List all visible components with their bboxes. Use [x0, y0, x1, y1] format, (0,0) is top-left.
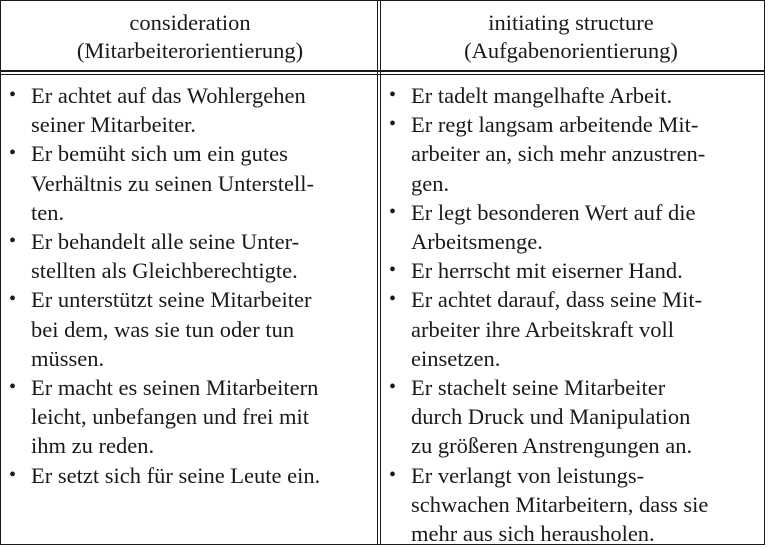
list-item — [389, 110, 761, 198]
bullet-icon: • — [9, 463, 17, 486]
list-item-line: Er regt langsam arbeitende Mit- — [411, 112, 699, 138]
list-item-line: arbeiter ihre Arbeitskraft voll — [411, 316, 675, 342]
bullet-icon: • — [9, 142, 17, 165]
column-divider — [377, 1, 381, 544]
list-item-line: ihm zu reden. — [31, 433, 155, 459]
header-title: initiating structure — [488, 10, 654, 35]
list-item-line: mehr aus sich herausholen. — [411, 521, 655, 547]
list-item — [389, 285, 761, 373]
list-item-line: ten. — [31, 199, 65, 225]
list-item-line: arbeiter an, sich mehr anzustren- — [411, 141, 706, 167]
list-item — [9, 285, 371, 373]
list-item-line: gen. — [411, 170, 450, 196]
list-item — [389, 81, 761, 110]
bullet-icon: • — [9, 230, 17, 253]
list-item-line: Er macht es seinen Mitarbeitern — [31, 375, 319, 401]
list-item-line: zu größeren Anstrengungen an. — [411, 433, 693, 459]
list-item-line: Er achtet auf das Wohlergehen — [31, 83, 306, 108]
list-item-line: Er setzt sich für seine Leute ein. — [31, 462, 321, 488]
list-item-line: durch Druck und Manipulation — [411, 404, 691, 430]
initiating-structure-list — [389, 81, 761, 548]
consideration-list — [9, 81, 371, 490]
header-subtitle: (Mitarbeiterorientierung) — [76, 38, 304, 63]
list-item — [9, 461, 371, 490]
list-item-line: Er stachelt seine Mitarbeiter — [411, 375, 666, 401]
list-item — [9, 227, 371, 285]
list-item-line: müssen. — [31, 345, 105, 371]
list-item — [389, 256, 761, 285]
list-item-line: leicht, unbefangen und frei mit — [31, 404, 310, 430]
list-item-line: Er behandelt alle seine Unter- — [31, 229, 300, 255]
bullet-icon: • — [9, 84, 17, 106]
list-item-line: schwachen Mitarbeitern, dass sie — [411, 491, 709, 517]
list-item — [389, 198, 761, 256]
bullet-icon: • — [389, 113, 397, 136]
bullet-icon: • — [389, 259, 397, 282]
list-item — [9, 81, 371, 139]
bullet-icon: • — [389, 288, 397, 311]
list-item-line: Er legt besonderen Wert auf die — [411, 199, 696, 225]
header-initiating-structure — [379, 1, 763, 71]
bullet-icon: • — [9, 376, 17, 399]
list-item-line: Er herrscht mit eiserner Hand. — [411, 258, 683, 284]
list-item — [389, 373, 761, 461]
header-title: consideration — [129, 10, 251, 35]
bullet-icon: • — [389, 463, 397, 486]
list-item-line: Er verlangt von leistungs- — [411, 462, 645, 488]
list-item-line: stellten als Gleichberechtigte. — [31, 258, 298, 284]
bullet-icon: • — [9, 288, 17, 311]
list-item-line: bei dem, was sie tun oder tun — [31, 316, 295, 342]
table-header-row — [1, 1, 764, 71]
bullet-icon: • — [389, 84, 397, 106]
bullet-icon: • — [389, 376, 397, 399]
list-item-line: Er achtet darauf, dass seine Mit- — [411, 287, 703, 313]
list-item-line: Er unterstützt seine Mitarbeiter — [31, 287, 312, 313]
header-subtitle: (Aufgabenorientierung) — [464, 38, 678, 63]
list-item — [9, 139, 371, 227]
header-separator — [1, 71, 764, 75]
list-item-line: seiner Mitarbeiter. — [31, 112, 196, 138]
list-item-line: Er bemüht sich um ein gutes — [31, 141, 288, 167]
list-item-line: einsetzen. — [411, 345, 501, 371]
list-item — [9, 373, 371, 461]
list-item — [389, 461, 761, 548]
list-item-line: Arbeitsmenge. — [411, 229, 543, 255]
header-consideration — [1, 1, 379, 71]
list-item-line: Er tadelt mangelhafte Arbeit. — [411, 83, 673, 108]
bullet-icon: • — [389, 200, 397, 223]
list-item-line: Verhältnis zu seinen Unterstell- — [31, 170, 315, 196]
